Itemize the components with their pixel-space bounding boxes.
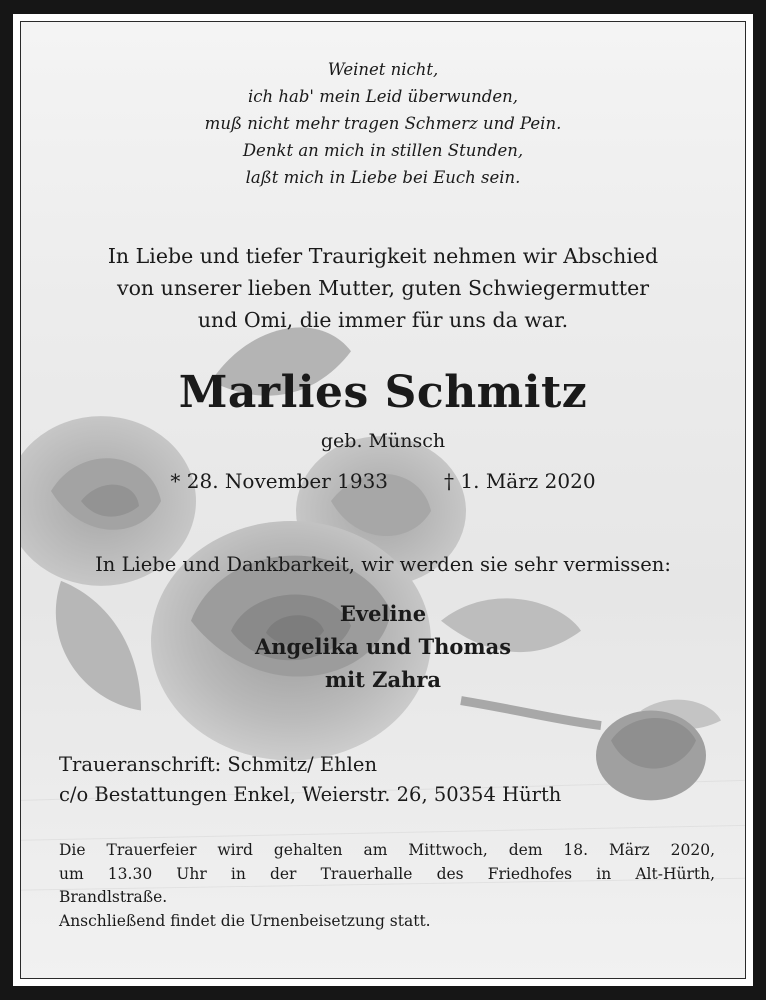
poem-line: muß nicht mehr tragen Schmerz und Pein. [204, 114, 562, 133]
mourners-list [21, 597, 745, 696]
poem-line: Denkt an mich in stillen Stunden, [242, 141, 524, 160]
poem-line: Weinet nicht, [327, 60, 439, 79]
obituary-frame [13, 14, 753, 986]
funeral-line: Brandlstraße. [59, 888, 168, 906]
mourner-name: Eveline [339, 601, 427, 626]
intro-text [21, 240, 745, 336]
funeral-line: Die Trauerfeier wird gehalten am Mittwoch, dem 18. März 2020, [59, 841, 715, 859]
thanks-line: In Liebe und Dankbarkeit, wir werden sie sehr vermissen: [95, 553, 671, 576]
poem-line: ich hab' mein Leid überwunden, [248, 87, 518, 106]
mourning-address [59, 750, 561, 810]
birth-date: * 28. November 1933 [170, 469, 389, 493]
poem-line: laßt mich in Liebe bei Euch sein. [245, 168, 521, 187]
mourner-name: Angelika und Thomas [254, 634, 512, 659]
intro-line: In Liebe und tiefer Traurigkeit nehmen wir Abschied [107, 244, 659, 268]
address-line: c/o Bestattungen Enkel, Weierstr. 26, 50354 Hürth [59, 783, 562, 806]
funeral-line: um 13.30 Uhr in der Trauerhalle des Friedhofes in Alt-Hürth, [59, 864, 715, 883]
address-line: Traueranschrift: Schmitz/ Ehlen [59, 753, 377, 776]
intro-line: und Omi, die immer für uns da war. [197, 308, 569, 332]
birth-name: geb. Münsch [320, 430, 446, 452]
intro-line: von unserer lieben Mutter, guten Schwiegermutter [116, 276, 650, 300]
deceased-name: Marlies Schmitz [178, 367, 588, 418]
death-date: † 1. März 2020 [444, 469, 596, 493]
funeral-info [59, 839, 715, 933]
life-dates [21, 469, 745, 493]
mourner-name: mit Zahra [324, 667, 442, 692]
obituary-card [20, 21, 746, 979]
poem [21, 56, 745, 191]
funeral-line: Anschließend findet die Urnenbeisetzung statt. [59, 911, 431, 930]
